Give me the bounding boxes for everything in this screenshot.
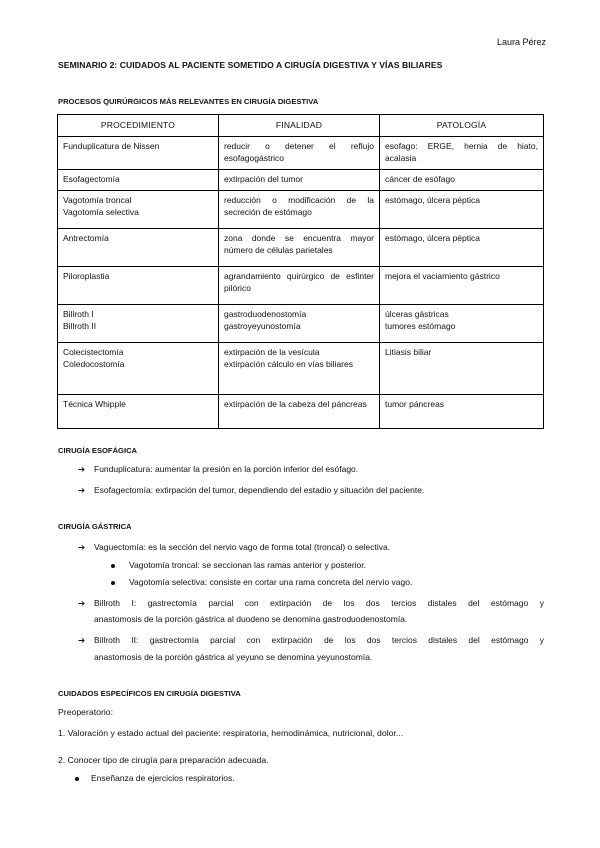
- column-header-finalidad: FINALIDAD: [219, 115, 380, 137]
- cell-finalidad: zona donde se encuentra mayor número de células parietales: [219, 228, 380, 266]
- cell-patologia: tumor páncreas: [380, 394, 544, 428]
- preoperatorio-label: Preoperatorio:: [58, 707, 114, 717]
- list-item: Vagotomía troncal: se seccionan las ramas anterior y posterior.: [111, 560, 366, 570]
- cell-procedimiento: Técnica Whipple: [58, 394, 219, 428]
- list-item: 1. Valoración y estado actual del paciente: respiratoria, hemodinámica, nutricional, dolor...: [58, 728, 404, 738]
- cell-patologia: cáncer de esófago: [380, 169, 544, 190]
- arrow-right-icon: ➔: [78, 464, 86, 474]
- bullet-icon: [75, 777, 79, 781]
- author-name: Laura Pérez: [496, 37, 546, 47]
- table-row: [58, 394, 544, 428]
- column-header-patologia: PATOLOGÍA: [380, 115, 544, 137]
- list-item: ➔ Esofagectomía: extirpación del tumor, dependiendo del estadio y situación del paciente.: [78, 481, 544, 500]
- list-item-continuation: anastomosis de la porción gástrica al duodeno se denomina gastroduodenostomía.: [94, 614, 408, 624]
- cell-finalidad: extirpación de la vesícula extirpación cálculo en vías biliares: [219, 342, 380, 394]
- table-header-row: [58, 115, 544, 137]
- cell-patologia: esofago: ERGE, hernia de hiato, acalasia: [380, 136, 544, 169]
- cell-finalidad: extirpación del tumor: [219, 169, 380, 190]
- cell-procedimiento: Billroth I Billroth II: [58, 304, 219, 342]
- table-row: [58, 169, 544, 190]
- list-item: ➔ Vaguectomía: es la sección del nervio vago de forma total (troncal) o selectiva.: [78, 538, 544, 557]
- cell-procedimiento: Funduplicatura de Nissen: [58, 136, 219, 169]
- table-section-heading: PROCESOS QUIRÚRGICOS MÁS RELEVANTES EN CIRUGÍA DIGESTIVA: [58, 97, 319, 106]
- arrow-right-icon: ➔: [78, 635, 86, 645]
- list-item-continuation: anastomosis de la porción gástrica al yeyuno se denomina yeyunostomía.: [94, 652, 373, 662]
- cell-procedimiento: Esofagectomía: [58, 169, 219, 190]
- list-item: ➔ Billroth I: gastrectomía parcial con extirpación de los dos tercios distales del estómago y: [78, 594, 544, 613]
- gastrica-heading: CIRUGÍA GÁSTRICA: [58, 522, 132, 531]
- arrow-right-icon: ➔: [78, 542, 86, 552]
- procedures-table: [57, 114, 544, 429]
- cell-finalidad: extirpación de la cabeza del páncreas: [219, 394, 380, 428]
- cell-patologia: estómago, úlcera péptica: [380, 190, 544, 228]
- table-row: [58, 304, 544, 342]
- cell-patologia: úlceras gástricas tumores estómago: [380, 304, 544, 342]
- list-item: Vagotomía selectiva: consiste en cortar una rama concreta del nervio vago.: [111, 577, 412, 587]
- cell-procedimiento: Piloroplastia: [58, 266, 219, 304]
- list-item: ➔ Funduplicatura: aumentar la presión en la porción inferior del esófago.: [78, 460, 544, 479]
- cell-patologia: mejora el vaciamiento gástrico: [380, 266, 544, 304]
- list-item: ➔ Billroth II: gastrectomía parcial con extirpación de los dos tercios distales del estómago y: [78, 631, 544, 650]
- esofagica-heading: CIRUGÍA ESOFÁGICA: [58, 446, 138, 455]
- bullet-icon: [111, 564, 115, 568]
- cell-finalidad: agrandamiento quirúrgico de esfinter pilórico: [219, 266, 380, 304]
- table-row: [58, 342, 544, 394]
- table-row: [58, 190, 544, 228]
- cell-patologia: estómago, úlcera péptica: [380, 228, 544, 266]
- table-row: [58, 266, 544, 304]
- list-item: Enseñanza de ejercicios respiratorios.: [75, 773, 235, 783]
- cell-finalidad: gastroduodenostomía gastroyeyunostomía: [219, 304, 380, 342]
- table-row: [58, 228, 544, 266]
- arrow-right-icon: ➔: [78, 598, 86, 608]
- page-title: SEMINARIO 2: CUIDADOS AL PACIENTE SOMETIDO A CIRUGÍA DIGESTIVA Y VÍAS BILIARES: [58, 60, 443, 70]
- cell-procedimiento: Antrectomía: [58, 228, 219, 266]
- cell-finalidad: reducir o detener el reflujo esofagogástrico: [219, 136, 380, 169]
- column-header-procedimiento: PROCEDIMIENTO: [58, 115, 219, 137]
- table-row: [58, 136, 544, 169]
- bullet-icon: [111, 581, 115, 585]
- cuidados-heading: CUIDADOS ESPECÍFICOS EN CIRUGÍA DIGESTIVA: [58, 689, 241, 698]
- cell-procedimiento: Vagotomía troncal Vagotomía selectiva: [58, 190, 219, 228]
- cell-procedimiento: Colecistectomía Coledocostomía: [58, 342, 219, 394]
- cell-patologia: Litiasis biliar: [380, 342, 544, 394]
- arrow-right-icon: ➔: [78, 485, 86, 495]
- cell-finalidad: reducción o modificación de la secreción de estómago: [219, 190, 380, 228]
- list-item: 2. Conocer tipo de cirugía para preparación adecuada.: [58, 755, 269, 765]
